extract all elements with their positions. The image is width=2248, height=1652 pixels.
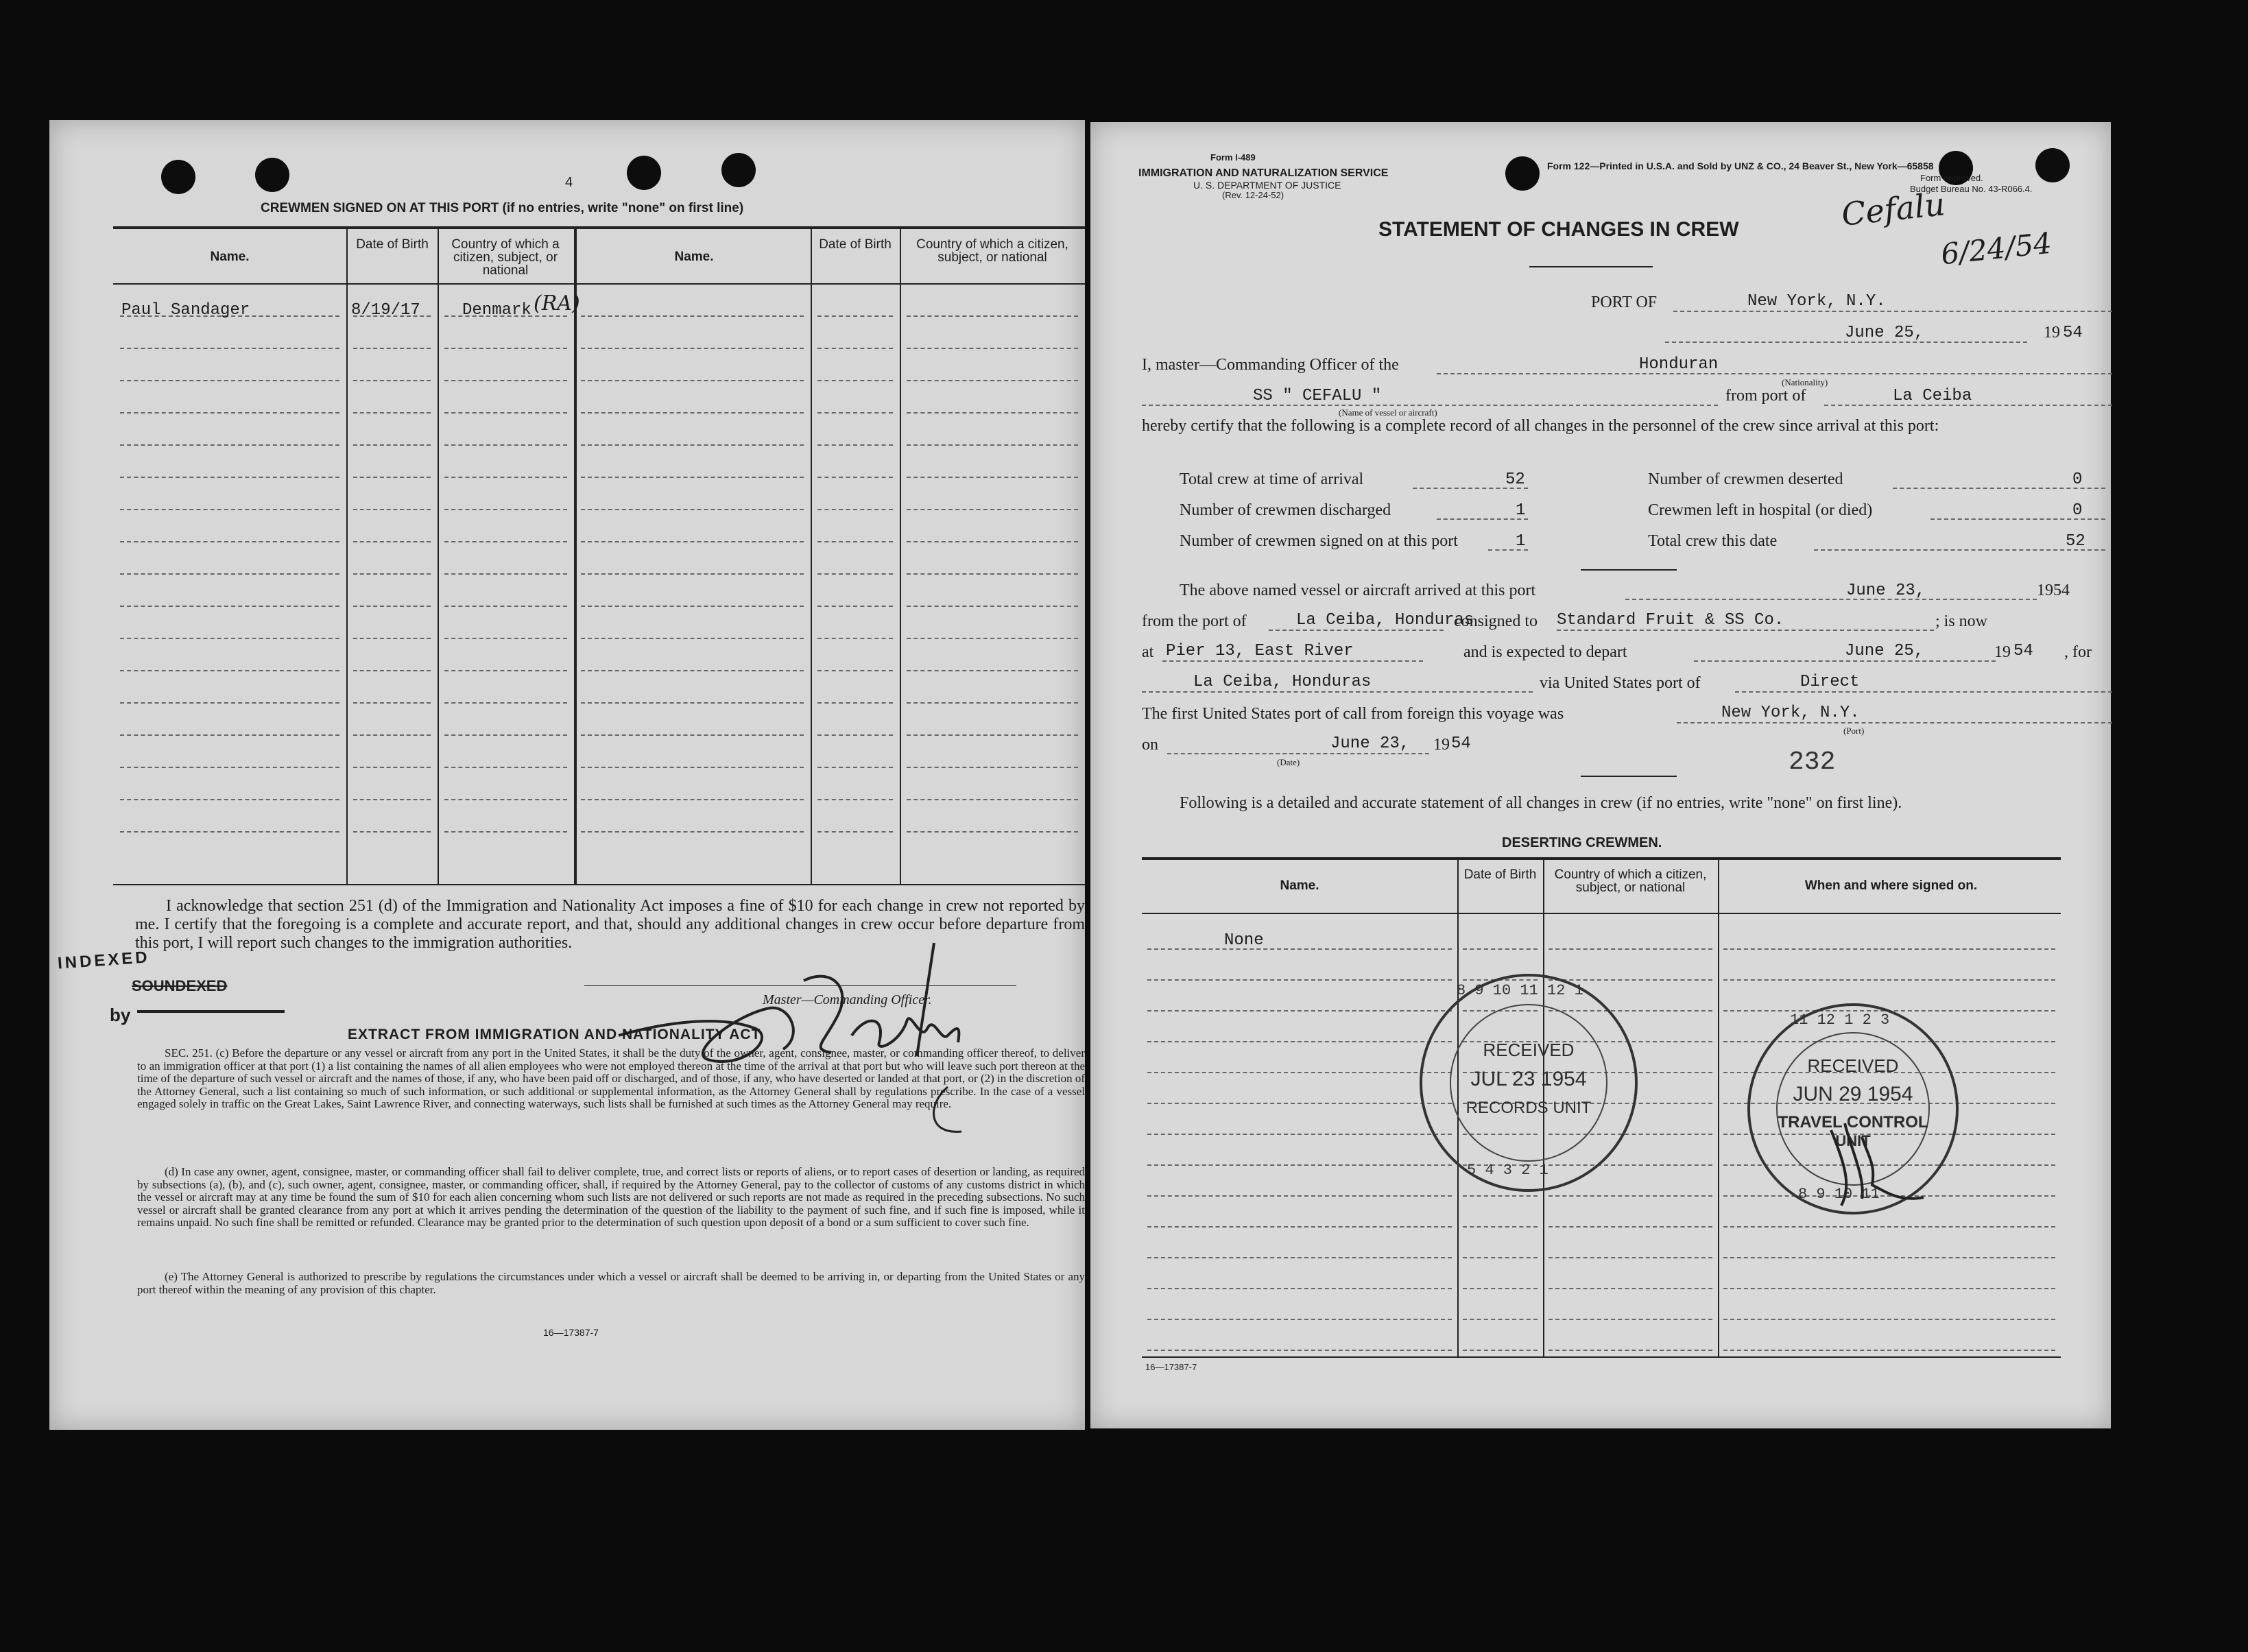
crew-annotation: (RA) [534, 291, 580, 315]
table-bottom-rule [1142, 1356, 2061, 1358]
row-rule [907, 477, 1078, 478]
row-rule [817, 573, 893, 575]
row-rule [444, 702, 567, 704]
stamp-received: RECEIVED [1807, 1055, 1899, 1076]
row-rule [120, 509, 339, 510]
budget-bureau: Budget Bureau No. 43-R066.4. [1910, 184, 2033, 194]
table-top-rule [113, 226, 1085, 229]
row-rule [353, 767, 431, 768]
row-rule [353, 734, 431, 736]
table-header-rule [1142, 913, 2061, 914]
table-bottom-rule [113, 884, 1085, 885]
row-rule [353, 799, 431, 800]
row-rule [581, 734, 804, 736]
row-rule [581, 799, 804, 800]
col-header-name: Name. [1280, 878, 1319, 893]
row-rule [444, 831, 567, 833]
crew-country: Denmark [462, 301, 531, 320]
row-rule [120, 670, 339, 671]
table-header-rule [113, 283, 1085, 285]
row-rule [353, 380, 431, 381]
nationality-caption: (Nationality) [1782, 377, 1828, 387]
row-rule [120, 767, 339, 768]
row-rule [1147, 1010, 1452, 1011]
row-rule [1147, 1350, 1452, 1351]
row-rule [353, 444, 431, 446]
number-stamp: 232 [1789, 747, 1836, 777]
punch-hole [627, 156, 661, 190]
row-rule [907, 348, 1078, 349]
title-rule [1529, 266, 1653, 267]
printer-line: Form 122—Printed in U.S.A. and Sold by UNZ & CO., 24 Beaver St., New York—65858 [1547, 160, 1934, 171]
row-rule [353, 638, 431, 639]
row-rule [817, 767, 893, 768]
acknowledgement-text: I acknowledge that section 251 (d) of the Immigration and Nationality Act imposes a fine of $10 for each change in crew not reported by me. I certify that the foregoing is a complete and accurate report, and that, should any additional changes in crew occur before departure from this port, I will report such changes to the immigration authorities. [135, 897, 1085, 952]
table-top-rule [1142, 857, 2061, 860]
stat-hospital-value: 0 [2072, 501, 2083, 520]
row-rule [353, 509, 431, 510]
handwritten-date: 6/24/54 [1939, 226, 2054, 272]
row-rule [444, 670, 567, 671]
stat-discharged-label: Number of crewmen discharged [1180, 501, 1391, 519]
col-header-dob: Date of Birth [819, 237, 892, 252]
row-rule [1723, 1257, 2055, 1258]
row-rule [120, 573, 339, 575]
stat-total-crew-arrival-label: Total crew at time of arrival [1180, 470, 1364, 488]
row-rule [353, 606, 431, 607]
depart-year: 54 [2013, 642, 2033, 660]
on-date: June 23, [1330, 734, 1410, 753]
row-rule [120, 606, 339, 607]
signature-label: Master—Commanding Officer. [763, 992, 932, 1007]
row-rule [907, 799, 1078, 800]
row-rule [1723, 1288, 2055, 1289]
on-line [1167, 753, 1429, 754]
row-rule [353, 477, 431, 478]
row-rule [444, 380, 567, 381]
nationality-line [1437, 373, 2112, 374]
row-rule [817, 734, 893, 736]
row-rule [581, 412, 804, 414]
col-header-country: Country of which a citizen, subject, or national [916, 237, 1068, 265]
row-rule [444, 799, 567, 800]
row-rule [444, 734, 567, 736]
consigned-label: consigned to [1454, 612, 1538, 630]
row-rule [120, 477, 339, 478]
soundexed-stamp: SOUNDEXED [132, 977, 228, 994]
stamp-by: by [110, 1005, 131, 1025]
row-rule [907, 831, 1078, 833]
row-rule [1147, 1226, 1452, 1228]
depart-year-prefix: 19 [1994, 643, 2011, 661]
print-code: 16—17387-7 [1145, 1362, 1197, 1372]
row-rule [907, 444, 1078, 446]
col-header-signed-on: When and where signed on. [1804, 878, 1978, 893]
row-rule [581, 509, 804, 510]
crewmen-signed-on-title: CREWMEN SIGNED ON AT THIS PORT (if no entries, write "none" on first line) [261, 201, 744, 215]
row-rule [907, 606, 1078, 607]
first-port-value: New York, N.Y. [1721, 704, 1860, 722]
row-rule [817, 509, 893, 510]
from-the-port-value: La Ceiba, Honduras [1296, 611, 1474, 630]
row-rule [907, 412, 1078, 414]
records-unit-stamp: 8 9 10 11 12 1 5 4 3 2 1 RECEIVED JUL 23 1954 RECORDS UNIT [1420, 974, 1638, 1192]
port-label: PORT OF [1591, 294, 1658, 311]
handwritten-vessel-name: Cefalu [1839, 185, 1947, 233]
form-revision: (Rev. 12-24-52) [1222, 190, 1284, 200]
row-rule [581, 315, 804, 317]
row-rule [817, 477, 893, 478]
row-rule [907, 702, 1078, 704]
row-rule [581, 831, 804, 833]
row-rule [1147, 1134, 1452, 1135]
row-rule [907, 638, 1078, 639]
row-rule [581, 638, 804, 639]
stat-line [1814, 549, 2105, 551]
row-rule [907, 315, 1078, 317]
port-line [1673, 311, 2112, 312]
arrived-date: June 23, [1846, 582, 1926, 600]
row-rule [444, 573, 567, 575]
first-port-line [1677, 722, 2112, 723]
col-divider [811, 226, 812, 885]
row-rule [120, 638, 339, 639]
port-caption: (Port) [1843, 726, 1865, 736]
row-rule [1549, 1350, 1712, 1351]
expected-label: and is expected to depart [1463, 643, 1627, 661]
signature-line [584, 985, 1016, 986]
consigned-line [1557, 630, 1934, 631]
row-rule [353, 412, 431, 414]
port-value: New York, N.Y. [1747, 292, 1886, 311]
col-divider [346, 226, 348, 885]
deserting-title: DESERTING CREWMEN. [1502, 835, 1662, 850]
row-rule [1549, 1257, 1712, 1258]
stat-line [1437, 518, 1528, 520]
certify-text: hereby certify that the following is a complete record of all changes in the personnel of the crew since arrival at this port: [1142, 417, 1939, 435]
row-rule [817, 702, 893, 704]
for-label: , for [2064, 643, 2092, 661]
row-rule [581, 702, 804, 704]
col-header-country: Country of which a citizen, subject, or national [1554, 867, 1707, 895]
row-rule [1549, 1288, 1712, 1289]
row-rule [581, 670, 804, 671]
row-rule [353, 702, 431, 704]
depart-line [1694, 660, 1996, 662]
stamp-date: JUN 29 1954 [1793, 1083, 1913, 1105]
row-rule [817, 380, 893, 381]
row-rule [120, 799, 339, 800]
row-rule [817, 670, 893, 671]
first-port-label: The first United States port of call from foreign this voyage was [1142, 705, 1564, 723]
col-header-country: Country of which a citizen, subject, or national [451, 237, 560, 278]
stat-total-crew-arrival-value: 52 [1505, 470, 1525, 489]
arrived-label: The above named vessel or aircraft arrived at this port [1180, 582, 1536, 599]
row-rule [817, 831, 893, 833]
stamp-unit: TRAVEL CONTROL [1778, 1113, 1928, 1132]
row-rule [120, 444, 339, 446]
punch-hole [2035, 148, 2070, 182]
row-rule [444, 348, 567, 349]
row-rule [1147, 1041, 1452, 1042]
law-section-d: (d) In case any owner, agent, consignee, master, or commanding officer shall fail to deliver complete, true, and correct lists or reports of aliens, or to report cases of desertion or landing, as required by subsections (a), (b), and (c), such owner, agent, consignee, master, or commanding officer, shall, if required by the Attorney General, pay to the collector of customs of any customs district in which the vessel or aircraft may at any time be found the sum of $10 for each alien concerning whom such lists are not delivered or such reports are not made as required in the preceding subsections. No such vessel or aircraft shall be granted clearance from any port at which it arrives pending the determination of the question of the liability to the payment of such fine, and if such fine is imposed, while it remains unpaid. No such fine shall be remitted or refunded. Clearance may be granted prior to the determination of such question upon deposit of a bond or a sum sufficient to cover such fine. [137, 1165, 1085, 1230]
agency-name: IMMIGRATION AND NATURALIZATION SERVICE [1138, 167, 1389, 179]
stamp-date: JUL 23 1954 [1470, 1068, 1587, 1090]
right-page [1090, 122, 2111, 1428]
row-rule [353, 831, 431, 833]
row-rule [120, 831, 339, 833]
at-line [1162, 660, 1423, 662]
row-rule [120, 702, 339, 704]
row-rule [353, 573, 431, 575]
punch-hole [255, 158, 289, 192]
consigned-value: Standard Fruit & SS Co. [1557, 611, 1784, 630]
row-rule [120, 541, 339, 542]
from-the-port-label: from the port of [1142, 612, 1247, 630]
row-rule [1723, 1319, 2055, 1320]
row-rule [1549, 1226, 1712, 1228]
vessel-caption: (Name of vessel or aircraft) [1339, 407, 1437, 418]
row-rule [817, 348, 893, 349]
indexed-stamp: INDEXED [57, 948, 151, 973]
crew-dob: 8/19/17 [351, 301, 420, 320]
section-rule [1581, 776, 1677, 777]
row-rule [817, 315, 893, 317]
row-rule [907, 767, 1078, 768]
budget-approval: Form approved. [1920, 173, 1983, 183]
vessel-value: SS " CEFALU " [1253, 387, 1382, 405]
row-rule [444, 767, 567, 768]
deserting-first-entry: None [1224, 931, 1264, 950]
print-code: 16—17387-7 [543, 1327, 599, 1338]
row-rule [1147, 1164, 1452, 1166]
at-label: at [1142, 643, 1154, 661]
page-number: 4 [565, 175, 573, 190]
law-section-c: SEC. 251. (c) Before the departure or any vessel or aircraft from any port in the United States, it shall be the duty of the owner, agent, consignee, master, or commanding officer thereof, to deliver to an immigration officer at that port (1) a list containing the names of all alien employees who were not employed thereon at the time of the arrival at that port but who will leave such port thereon at the time of the departure of such vessel or aircraft and the names of those, if any, who have been paid off or discharged, and of those, if any, who have deserted or landed at that port, or (2) in the discretion of the Attorney General, such a list containing so much of such information, or such additional or supplemental information, as the Attorney General shall by regulations prescribe. In the case of a vessel engaged solely in traffic on the Great Lakes, Saint Lawrence River, and connecting waterways, such lists shall be furnished at such times as the Attorney General may require. [137, 1046, 1085, 1111]
stat-total-today-label: Total crew this date [1648, 532, 1778, 550]
row-rule [353, 670, 431, 671]
row-rule [1549, 948, 1712, 950]
row-rule [581, 380, 804, 381]
punch-hole [161, 160, 195, 194]
left-page [49, 120, 1085, 1430]
date-value: June 25, [1845, 324, 1924, 342]
row-rule [1147, 1103, 1452, 1104]
crew-name: Paul Sandager [121, 301, 250, 320]
on-year-prefix: 19 [1433, 736, 1450, 754]
row-rule [1147, 1288, 1452, 1289]
stats-rule [1581, 569, 1677, 571]
row-rule [444, 477, 567, 478]
row-rule [1463, 1288, 1538, 1289]
row-rule [1463, 1195, 1538, 1197]
row-rule [1463, 1257, 1538, 1258]
row-rule [1147, 1195, 1452, 1197]
row-rule [1723, 979, 2055, 981]
row-rule [581, 541, 804, 542]
destination-line [1142, 691, 1533, 693]
stat-deserted-value: 0 [2072, 470, 2083, 489]
row-rule [353, 348, 431, 349]
row-rule [444, 638, 567, 639]
row-rule [120, 734, 339, 736]
row-rule [120, 412, 339, 414]
row-rule [817, 799, 893, 800]
stat-hospital-label: Crewmen left in hospital (or died) [1648, 501, 1873, 519]
row-rule [1723, 1226, 2055, 1228]
form-number: Form I-489 [1210, 152, 1256, 163]
row-rule [817, 638, 893, 639]
row-rule [817, 606, 893, 607]
punch-hole [721, 153, 756, 187]
from-port-label: from port of [1725, 387, 1806, 405]
destination-value: La Ceiba, Honduras [1193, 673, 1372, 691]
stat-signed-on-value: 1 [1516, 532, 1526, 551]
stamp-unit-2: UNIT [1835, 1132, 1871, 1149]
row-rule [1147, 948, 1452, 950]
nationality-value: Honduran [1639, 355, 1719, 374]
col-header-name: Name. [210, 250, 250, 264]
at-value: Pier 13, East River [1166, 642, 1354, 660]
row-rule [120, 348, 339, 349]
row-rule [444, 541, 567, 542]
row-rule [1463, 1319, 1538, 1320]
via-line [1735, 691, 2112, 693]
col-header-name: Name. [674, 250, 714, 264]
row-rule [907, 573, 1078, 575]
date-caption: (Date) [1277, 757, 1300, 767]
row-rule [1463, 1350, 1538, 1351]
stat-total-today-value: 52 [2066, 532, 2085, 551]
row-rule [444, 444, 567, 446]
stamp-initials [1804, 1110, 1941, 1219]
row-rule [444, 412, 567, 414]
row-rule [444, 509, 567, 510]
extract-title: EXTRACT FROM IMMIGRATION AND NATIONALITY ACT [348, 1027, 761, 1042]
row-rule [1549, 1195, 1712, 1197]
from-port-value: La Ceiba [1893, 387, 1972, 405]
row-rule [817, 444, 893, 446]
col-header-dob: Date of Birth [356, 237, 429, 252]
row-rule [907, 734, 1078, 736]
row-rule [353, 541, 431, 542]
col-divider [574, 226, 577, 885]
from-the-port-line [1269, 630, 1444, 631]
row-rule [1147, 1257, 1452, 1258]
following-text: Following is a detailed and accurate statement of all changes in crew (if no entries, write "none" on first line). [1180, 794, 1902, 812]
punch-hole [1505, 156, 1540, 191]
on-year: 54 [1451, 734, 1471, 753]
stat-signed-on-label: Number of crewmen signed on at this port [1180, 532, 1458, 550]
row-rule [1463, 948, 1538, 950]
row-rule [817, 541, 893, 542]
row-rule [581, 573, 804, 575]
row-rule [1463, 1226, 1538, 1228]
row-rule [581, 444, 804, 446]
agency-department: U. S. DEPARTMENT OF JUSTICE [1193, 180, 1341, 191]
depart-date: June 25, [1845, 642, 1924, 660]
stat-discharged-value: 1 [1516, 501, 1526, 520]
arrived-line [1625, 599, 2037, 600]
col-divider [438, 226, 439, 885]
row-rule [1147, 1319, 1452, 1320]
row-rule [581, 606, 804, 607]
via-value: Direct [1800, 673, 1860, 691]
row-rule [817, 412, 893, 414]
year-prefix: 19 [2044, 324, 2060, 342]
via-label: via United States port of [1540, 674, 1701, 692]
row-rule [907, 380, 1078, 381]
row-rule [1723, 948, 2055, 950]
law-section-e: (e) The Attorney General is authorized to prescribe by regulations the circumstances under which a vessel or aircraft shall be deemed to be arriving in, or departing from the United States or any port thereof within the meaning of any provision of this chapter. [137, 1270, 1085, 1296]
is-now-label: ; is now [1935, 612, 1988, 630]
travel-control-stamp: 11 12 1 2 3 8 9 10 11 RECEIVED JUN 29 1954 TRAVEL CONTROL UNIT [1747, 1003, 1959, 1214]
vessel-line [1142, 405, 1718, 406]
stamp-received: RECEIVED [1483, 1040, 1575, 1060]
stat-deserted-label: Number of crewmen deserted [1648, 470, 1843, 488]
stamp-rule [137, 1010, 285, 1013]
row-rule [907, 670, 1078, 671]
row-rule [581, 348, 804, 349]
row-rule [120, 380, 339, 381]
row-rule [1549, 1319, 1712, 1320]
col-divider [1718, 857, 1719, 1358]
row-rule [444, 606, 567, 607]
row-rule [1147, 979, 1452, 981]
row-rule [581, 767, 804, 768]
arrived-year: 1954 [2037, 582, 2070, 599]
master-label: I, master—Commanding Officer of the [1142, 356, 1399, 374]
row-rule [1147, 1072, 1452, 1073]
row-rule [907, 509, 1078, 510]
year-value: 54 [2063, 324, 2083, 342]
col-header-dob: Date of Birth [1463, 867, 1537, 882]
col-divider [900, 226, 901, 885]
row-rule [581, 477, 804, 478]
row-rule [1549, 979, 1712, 981]
row-rule [1723, 1350, 2055, 1351]
row-rule [907, 541, 1078, 542]
form-title: STATEMENT OF CHANGES IN CREW [1378, 218, 1739, 241]
on-label: on [1142, 736, 1158, 754]
stamp-unit: RECORDS UNIT [1466, 1099, 1592, 1117]
